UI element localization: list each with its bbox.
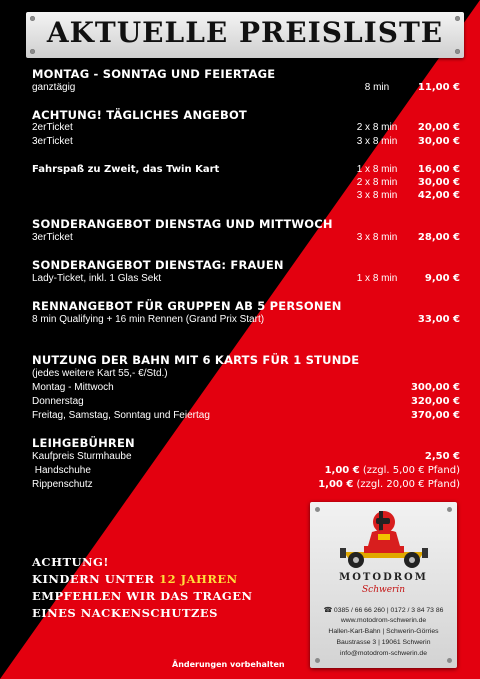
row-price: 300,00 € — [410, 382, 460, 393]
row-duration: 1 x 8 min — [356, 273, 398, 284]
price-row — [32, 382, 460, 396]
price-row — [32, 177, 460, 191]
row-price: 370,00 € — [410, 410, 460, 421]
screw-icon — [447, 658, 452, 663]
row-duration: 2 x 8 min — [356, 177, 398, 188]
row-price-extra: (zzgl. 20,00 € Pfand) — [353, 479, 460, 490]
price-row — [32, 451, 460, 465]
row-label: Lady-Ticket, inkl. 1 Glas Sekt — [32, 273, 162, 284]
contact-email: info@motodrom-schwerin.de — [340, 650, 427, 657]
screw-icon — [447, 507, 452, 512]
row-duration: 3 x 8 min — [356, 136, 398, 147]
row-label: Freitag, Samstag, Sonntag und Feiertag — [32, 410, 210, 421]
row-label: Handschuhe — [32, 465, 91, 476]
contact-web: www.motodrom-schwerin.de — [340, 617, 427, 624]
row-price — [325, 465, 460, 476]
row-duration: 3 x 8 min — [356, 190, 398, 201]
row-note: (jedes weitere Kart 55,- €/Std.) — [32, 368, 168, 379]
row-price: 30,00 € — [417, 177, 460, 188]
row-price-extra: (zzgl. 5,00 € Pfand) — [359, 465, 460, 476]
price-row — [32, 465, 460, 479]
row-price: 33,00 € — [417, 314, 460, 325]
row-price: 42,00 € — [417, 190, 460, 201]
logo-plate — [310, 502, 457, 668]
row-price: 9,00 € — [424, 273, 460, 284]
row-price: 320,00 € — [410, 396, 460, 407]
contact-address: Baustrasse 3 | 19061 Schwerin — [336, 639, 431, 646]
price-row — [32, 479, 460, 493]
section-heading-regular: MONTAG - SONNTAG UND FEIERTAGE — [32, 67, 276, 81]
price-row — [32, 190, 460, 204]
row-duration: 2 x 8 min — [356, 122, 398, 133]
row-price: 20,00 € — [417, 122, 460, 133]
row-label: 8 min Qualifying + 16 min Rennen (Grand Prix Start) — [32, 314, 265, 325]
section-heading-women: SONDERANGEBOT DIENSTAG: FRAUEN — [32, 258, 284, 272]
screw-icon — [30, 49, 35, 54]
warning-line: EINES NACKENSCHUTZES — [32, 606, 218, 620]
row-label: Montag - Mittwoch — [32, 382, 114, 393]
price-row — [32, 273, 460, 287]
row-duration: 8 min — [364, 82, 390, 93]
row-label: ganztägig — [32, 82, 76, 93]
row-label: Kaufpreis Sturmhaube — [32, 451, 132, 462]
price-row — [32, 314, 460, 328]
section-heading-tue-wed: SONDERANGEBOT DIENSTAG UND MITTWOCH — [32, 217, 333, 231]
section-heading-daily: ACHTUNG! TÄGLICHES ANGEBOT — [32, 108, 247, 122]
page-title: AKTUELLE PREISLISTE — [46, 16, 444, 49]
row-price-value: 1,00 € — [324, 465, 360, 476]
warning-line: EMPFEHLEN WIR DAS TRAGEN — [32, 589, 253, 603]
row-label: Donnerstag — [32, 396, 84, 407]
row-price: 11,00 € — [417, 82, 460, 93]
row-price — [318, 479, 460, 490]
row-duration: 1 x 8 min — [356, 164, 398, 175]
go-kart-driver-icon — [334, 508, 434, 570]
row-label: Rippenschutz — [32, 479, 93, 490]
row-price: 2,50 € — [424, 451, 460, 462]
contact-place: Hallen-Kart-Bahn | Schwerin-Görries — [328, 628, 439, 635]
warning-text: KINDERN UNTER — [32, 572, 160, 586]
row-label: 2erTicket — [32, 122, 73, 133]
row-price-value: 1,00 € — [318, 479, 354, 490]
contact-phone: ☎ 0385 / 66 66 260 | 0172 / 3 84 73 86 — [323, 607, 444, 614]
row-price: 28,00 € — [417, 232, 460, 243]
section-heading-rental: LEIHGEBÜHREN — [32, 436, 135, 450]
screw-icon — [455, 49, 460, 54]
footnote: Änderungen vorbehalten — [172, 660, 285, 669]
price-row — [32, 396, 460, 410]
row-label: 3erTicket — [32, 136, 73, 147]
note-row — [32, 368, 460, 382]
section-heading-track: NUTZUNG DER BAHN MIT 6 KARTS FÜR 1 STUNDE — [32, 353, 360, 367]
section-heading-groups: RENNANGEBOT FÜR GRUPPEN AB 5 PERSONEN — [32, 299, 342, 313]
price-row — [32, 136, 460, 150]
warning-highlight: 12 JAHREN — [159, 572, 238, 586]
brand-name: MOTODROM — [339, 572, 428, 583]
row-label: Fahrspaß zu Zweit, das Twin Kart — [32, 164, 220, 175]
screw-icon — [315, 507, 320, 512]
warning-line: ACHTUNG! — [32, 555, 109, 569]
brand-subtitle: Schwerin — [361, 585, 405, 595]
row-price: 16,00 € — [417, 164, 460, 175]
row-duration: 3 x 8 min — [356, 232, 398, 243]
row-label: 3erTicket — [32, 232, 73, 243]
price-row — [32, 82, 460, 96]
price-row — [32, 122, 460, 136]
safety-warning — [32, 554, 253, 622]
row-price: 30,00 € — [417, 136, 460, 147]
price-row — [32, 164, 460, 178]
price-row — [32, 232, 460, 246]
price-row — [32, 410, 460, 424]
title-plate — [26, 12, 464, 58]
warning-line — [32, 571, 253, 588]
screw-icon — [315, 658, 320, 663]
